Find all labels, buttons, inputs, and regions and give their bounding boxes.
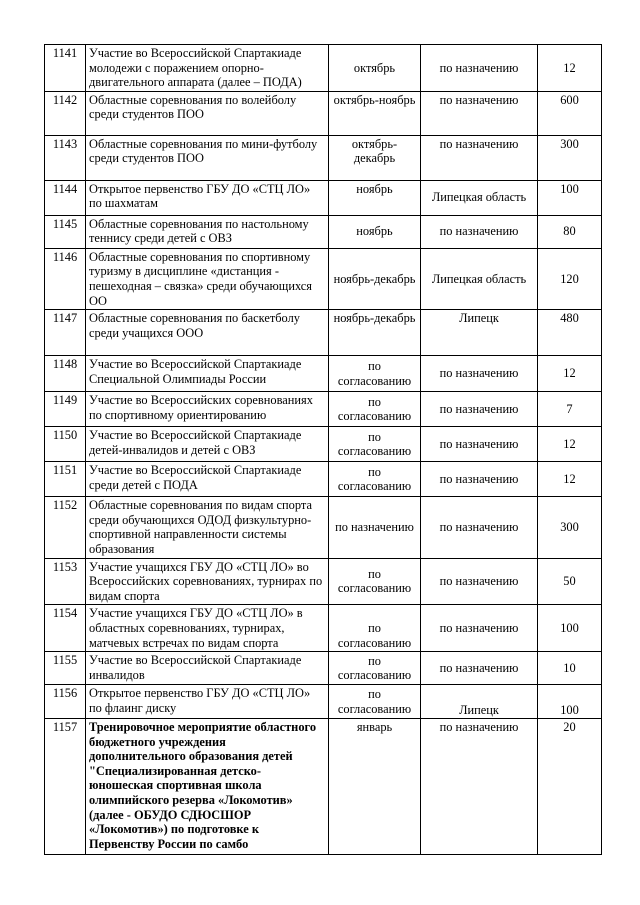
event-name: Областные соревнования по спортивному туризму в дисциплине «дистанция - пешеходная – связка» среди обучающихся ОО	[86, 248, 329, 309]
table-row	[45, 248, 602, 309]
event-date: по согласованию	[329, 652, 421, 685]
table-row	[45, 685, 602, 719]
event-place: Липецкая область	[421, 248, 538, 309]
event-participants: 7	[538, 392, 602, 427]
event-place: Липецкая область	[421, 180, 538, 215]
event-participants: 100	[538, 685, 602, 719]
event-participants: 480	[538, 310, 602, 356]
table-row	[45, 427, 602, 462]
event-date: по согласованию	[329, 392, 421, 427]
event-participants: 12	[538, 356, 602, 392]
table-row	[45, 652, 602, 685]
event-place: по назначению	[421, 605, 538, 652]
event-name: Участие во Всероссийской Спартакиаде инвалидов	[86, 652, 329, 685]
event-date: январь	[329, 719, 421, 855]
row-number: 1142	[45, 91, 86, 135]
event-name: Областные соревнования по видам спорта среди обучающихся ОДОД физкультурно-спортивной направленности системы образования	[86, 497, 329, 558]
event-name: Областные соревнования по баскетболу среди учащихся ООО	[86, 310, 329, 356]
event-name: Участие во Всероссийских соревнованиях по спортивному ориентированию	[86, 392, 329, 427]
row-number: 1145	[45, 215, 86, 248]
row-number: 1144	[45, 180, 86, 215]
row-number: 1143	[45, 135, 86, 180]
event-place: по назначению	[421, 719, 538, 855]
event-participants: 100	[538, 180, 602, 215]
table-row	[45, 135, 602, 180]
event-date: по согласованию	[329, 685, 421, 719]
table-row	[45, 356, 602, 392]
event-participants: 300	[538, 135, 602, 180]
table-row	[45, 719, 602, 855]
event-date: по согласованию	[329, 558, 421, 605]
table-row	[45, 392, 602, 427]
event-place: по назначению	[421, 135, 538, 180]
event-participants: 300	[538, 497, 602, 558]
table-row	[45, 558, 602, 605]
row-number: 1146	[45, 248, 86, 309]
event-place: по назначению	[421, 462, 538, 497]
row-number: 1155	[45, 652, 86, 685]
event-date: по согласованию	[329, 605, 421, 652]
event-name: Участие во Всероссийской Спартакиаде детей-инвалидов и детей с ОВЗ	[86, 427, 329, 462]
event-date: по согласованию	[329, 462, 421, 497]
events-table	[44, 44, 602, 855]
row-number: 1154	[45, 605, 86, 652]
event-name: Тренировочное мероприятие областного бюджетного учреждения дополнительного образования детей "Специализированная детско-юношеская спортивная школа олимпийского резерва «Локомотив» (далее - ОБУДО СДЮСШОР «Локомотив») по подготовке к Первенству России по самбо	[86, 719, 329, 855]
event-place: по назначению	[421, 45, 538, 92]
event-participants: 120	[538, 248, 602, 309]
table-row	[45, 215, 602, 248]
row-number: 1150	[45, 427, 86, 462]
event-date: ноябрь-декабрь	[329, 248, 421, 309]
event-date: по назначению	[329, 497, 421, 558]
row-number: 1149	[45, 392, 86, 427]
event-place: по назначению	[421, 91, 538, 135]
event-participants: 12	[538, 427, 602, 462]
event-participants: 50	[538, 558, 602, 605]
event-name: Открытое первенство ГБУ ДО «СТЦ ЛО» по флаинг диску	[86, 685, 329, 719]
event-place: по назначению	[421, 392, 538, 427]
event-name: Участие во Всероссийской Спартакиаде среди детей с ПОДА	[86, 462, 329, 497]
event-date: октябрь	[329, 45, 421, 92]
row-number: 1151	[45, 462, 86, 497]
table-row	[45, 310, 602, 356]
event-name: Областные соревнования по мини-футболу среди студентов ПОО	[86, 135, 329, 180]
event-participants: 12	[538, 45, 602, 92]
table-row	[45, 497, 602, 558]
event-participants: 20	[538, 719, 602, 855]
table-row	[45, 91, 602, 135]
event-place: по назначению	[421, 215, 538, 248]
event-name: Участие учащихся ГБУ ДО «СТЦ ЛО» во Всероссийских соревнованиях, турнирах по видам спорта	[86, 558, 329, 605]
row-number: 1153	[45, 558, 86, 605]
event-date: ноябрь	[329, 180, 421, 215]
row-number: 1156	[45, 685, 86, 719]
event-date: ноябрь	[329, 215, 421, 248]
event-date: октябрь-декабрь	[329, 135, 421, 180]
event-name: Участие во Всероссийской Спартакиаде молодежи с поражением опорно-двигательного аппарата (далее – ПОДА)	[86, 45, 329, 92]
event-name: Областные соревнования по волейболу среди студентов ПОО	[86, 91, 329, 135]
table-row	[45, 462, 602, 497]
event-place: по назначению	[421, 427, 538, 462]
event-place: по назначению	[421, 558, 538, 605]
event-name: Областные соревнования по настольному теннису среди детей с ОВЗ	[86, 215, 329, 248]
event-participants: 80	[538, 215, 602, 248]
row-number: 1152	[45, 497, 86, 558]
event-participants: 600	[538, 91, 602, 135]
row-number: 1148	[45, 356, 86, 392]
event-participants: 12	[538, 462, 602, 497]
table-row	[45, 45, 602, 92]
event-place: по назначению	[421, 497, 538, 558]
event-place: Липецк	[421, 310, 538, 356]
event-name: Открытое первенство ГБУ ДО «СТЦ ЛО» по шахматам	[86, 180, 329, 215]
table-row	[45, 180, 602, 215]
event-participants: 10	[538, 652, 602, 685]
event-place: по назначению	[421, 356, 538, 392]
row-number: 1147	[45, 310, 86, 356]
event-date: по согласованию	[329, 427, 421, 462]
event-name: Участие учащихся ГБУ ДО «СТЦ ЛО» в областных соревнованиях, турнирах, матчевых встречах по видам спорта	[86, 605, 329, 652]
event-date: ноябрь-декабрь	[329, 310, 421, 356]
event-date: по согласованию	[329, 356, 421, 392]
event-date: октябрь-ноябрь	[329, 91, 421, 135]
event-name: Участие во Всероссийской Спартакиаде Специальной Олимпиады России	[86, 356, 329, 392]
row-number: 1141	[45, 45, 86, 92]
table-row	[45, 605, 602, 652]
event-participants: 100	[538, 605, 602, 652]
event-place: по назначению	[421, 652, 538, 685]
event-place: Липецк	[421, 685, 538, 719]
row-number: 1157	[45, 719, 86, 855]
